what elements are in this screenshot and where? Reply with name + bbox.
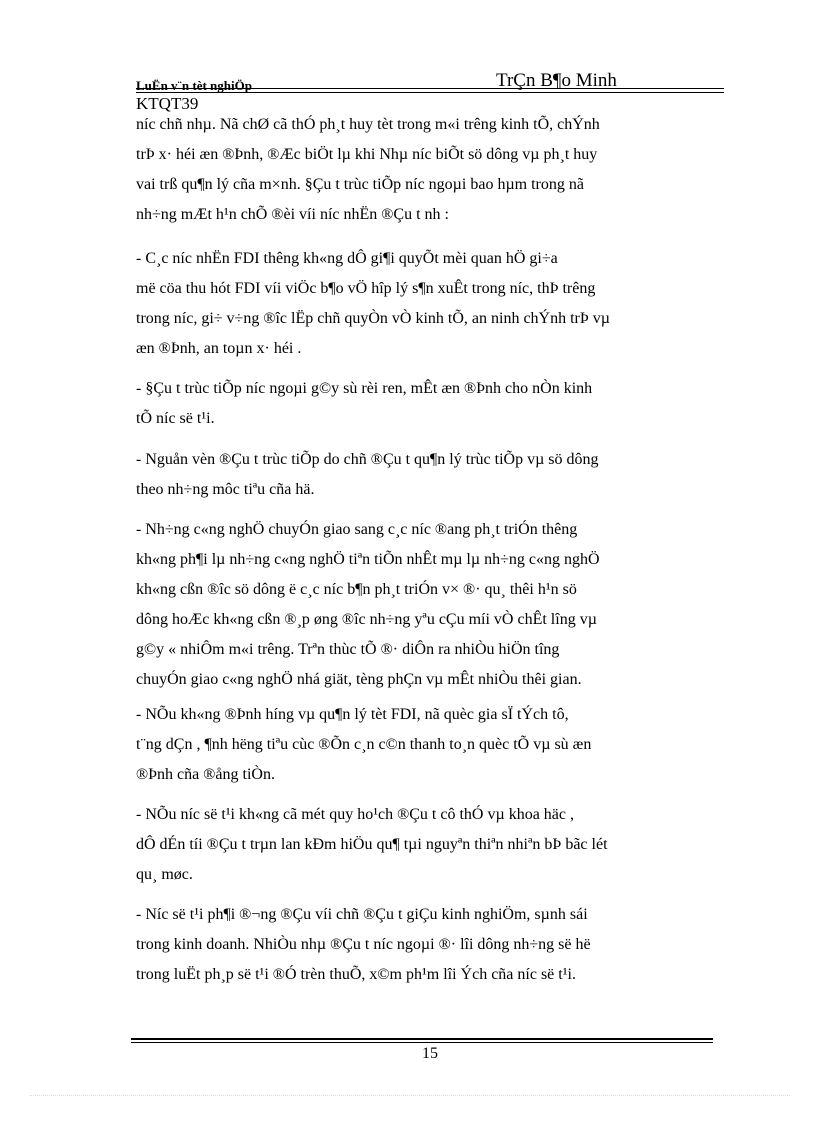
text-line: theo nh÷ng môc tiªu cña hä. xyxy=(136,481,315,498)
text-line: tÕ níc së t¹i. xyxy=(136,410,215,427)
text-line: - Nh÷ng c«ng nghÖ chuyÓn giao sang c¸c níc ®ang ph¸t triÓn thêng xyxy=(136,521,578,538)
text-line: - Níc së t¹i ph¶i ®¬ng ®Çu víi chñ ®Çu t giÇu kinh nghiÖm, sµnh sái xyxy=(136,906,588,923)
text-line: trong kinh doanh. NhiÒu nhµ ®Çu t níc ngoµi ®· lîi dông nh÷ng së hë xyxy=(136,936,591,953)
header-rule xyxy=(136,88,724,89)
text-line: - Nguån vèn ®Çu t trùc tiÕp do chñ ®Çu t qu¶n lý trùc tiÕp vµ sö dông xyxy=(136,451,599,468)
text-line: kh«ng cßn ®îc sö dông ë c¸c níc b¶n ph¸t triÓn v× ®· qu¸ thêi h¹n sö xyxy=(136,581,577,598)
text-line: chuyÓn giao c«ng nghÖ nhá giät, tèng phÇn vµ mÊt nhiÒu thêi gian. xyxy=(136,671,582,688)
header-code: KTQT39 xyxy=(136,94,199,113)
text-line: ®Þnh cña ®ång tiÒn. xyxy=(136,766,275,783)
text-line: nh÷ng mÆt h¹n chÕ ®èi víi níc nhËn ®Çu t nh : xyxy=(136,206,449,223)
text-line: trÞ x· héi æn ®Þnh, ®Æc biÖt lµ khi Nhµ níc biÕt sö dông vµ ph¸t huy xyxy=(136,146,598,163)
header-author-left: LuËn v¨n tèt nghiÖp xyxy=(136,78,252,93)
footer-rule-secondary xyxy=(131,1042,713,1043)
text-line: - §Çu t trùc tiÕp níc ngoµi g©y sù rèi ren, mÊt æn ®Þnh cho nÒn kinh xyxy=(136,380,593,397)
page-number: 15 xyxy=(422,1045,438,1062)
text-line: - NÕu níc së t¹i kh«ng cã mét quy ho¹ch ®Çu t cô thÓ vµ khoa häc , xyxy=(136,806,574,823)
header-rule-secondary xyxy=(136,92,724,93)
header-author-right: TrÇn B¶o Minh xyxy=(496,70,617,91)
text-line: níc chñ nhµ. Nã chØ cã thÓ ph¸t huy tèt trong m«i trêng kinh tÕ, chÝnh xyxy=(136,116,600,133)
footer-rule xyxy=(131,1038,713,1040)
text-line: trong níc, gi÷ v÷ng ®îc lËp chñ quyÒn vÒ kinh tÕ, an ninh chÝnh trÞ vµ xyxy=(136,310,610,327)
page-edge xyxy=(30,1095,790,1096)
text-line: dông hoÆc kh«ng cßn ®¸p øng ®îc nh÷ng yªu cÇu míi vÒ chÊt lîng vµ xyxy=(136,611,597,628)
text-line: vai trß qu¶n lý cña m×nh. §Çu t trùc tiÕp níc ngoµi bao hµm trong nã xyxy=(136,176,584,193)
text-line: kh«ng ph¶i lµ nh÷ng c«ng nghÖ tiªn tiÕn nhÊt mµ lµ nh÷ng c«ng nghÖ xyxy=(136,551,600,568)
text-line: më cöa thu hót FDI víi viÖc b¶o vÖ hîp lý s¶n xuÊt trong níc, thÞ trêng xyxy=(136,280,596,297)
text-line: t¨ng dÇn , ¶nh hëng tiªu cùc ®Õn c¸n c©n thanh to¸n quèc tÕ vµ sù æn xyxy=(136,736,592,753)
text-line: æn ®Þnh, an toµn x· héi . xyxy=(136,340,302,357)
text-line: - NÕu kh«ng ®Þnh híng vµ qu¶n lý tèt FDI, nã quèc gia sÏ tÝch tô, xyxy=(136,706,569,723)
text-line: dÔ dÉn tíi ®Çu t trµn lan kÐm hiÖu qu¶ tµi nguyªn thiªn nhiªn bÞ bãc lét xyxy=(136,836,608,853)
text-line: qu¸ møc. xyxy=(136,866,193,883)
text-line: g©y « nhiÔm m«i trêng. Trªn thùc tÕ ®· diÔn ra nhiÒu hiÖn tîng xyxy=(136,641,560,658)
text-line: trong luËt ph¸p së t¹i ®Ó trèn thuÕ, x©m ph¹m lîi Ých cña níc së t¹i. xyxy=(136,966,576,983)
text-line: - C¸c níc nhËn FDI thêng kh«ng dÔ gi¶i quyÕt mèi quan hÖ gi÷a xyxy=(136,250,558,267)
